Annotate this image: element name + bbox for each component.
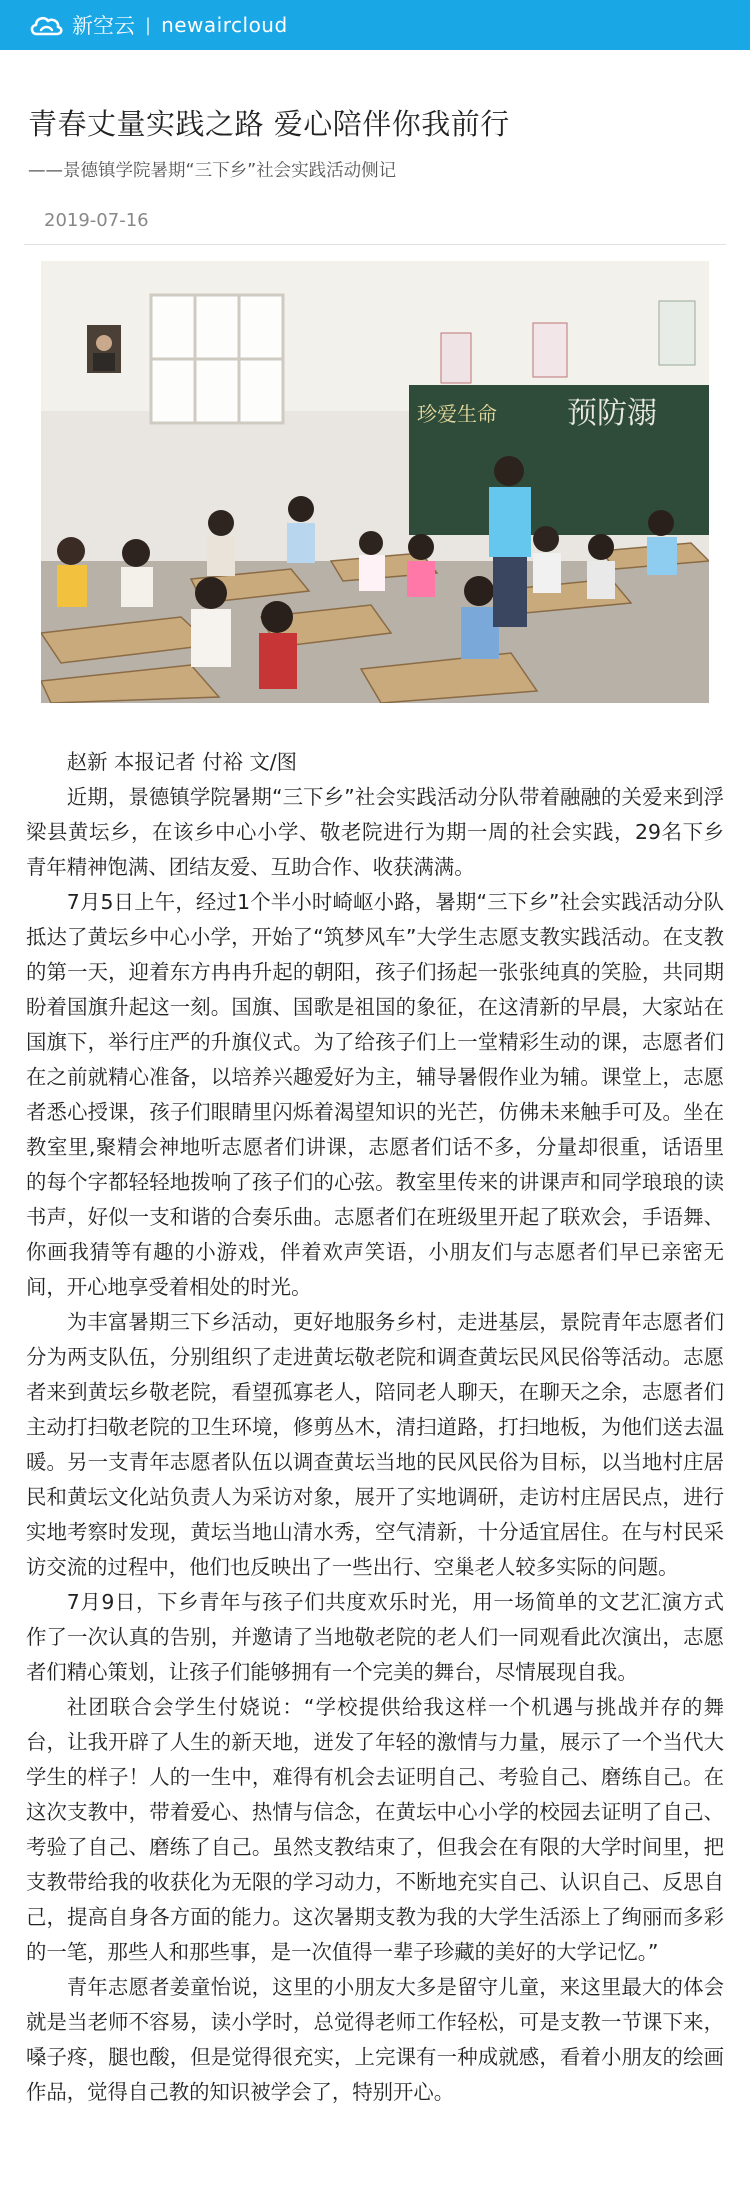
article-subtitle: ——景德镇学院暑期“三下乡”社会实践活动侧记: [28, 161, 397, 181]
cloud-logo-icon: [28, 10, 64, 40]
article-paragraph: 为丰富暑期三下乡活动，更好地服务乡村，走进基层，景院青年志愿者们分为两支队伍，分别组织了走进黄坛敬老院和调查黄坛民风民俗等活动。志愿者来到黄坛乡敬老院，看望孤寡老人，陪同老人聊天，在聊天之余，志愿者们主动打扫敬老院的卫生环境，修剪丛木，清扫道路，打扫地板，为他们送去温暖。另一支青年志愿者队伍以调查黄坛当地的民风民俗为目标，以当地村庄居民和黄坛文化站负责人为采访对象，展开了实地调研，走访村庄居民点，进行实地考察时发现，黄坛当地山清水秀，空气清新，十分适宜居住。在与村民采访交流的过程中，他们也反映出了一些出行、空巢老人较多实际的问题。: [26, 1310, 724, 1579]
classroom-photo: [41, 261, 709, 703]
header-divider: [24, 244, 726, 245]
article-paragraph: 青年志愿者姜童怡说，这里的小朋友大多是留守儿童，来这里最大的体会就是当老师不容易，读小学时，总觉得老师工作轻松，可是支教一节课下来，嗓子疼，腿也酸，但是觉得很充实，上完课有一种成就感，看着小朋友的绘画作品，觉得自己教的知识被学会了，特别开心。: [26, 1975, 724, 2104]
article-body: [0, 745, 750, 2110]
top-bar: [0, 0, 750, 50]
brand-logo[interactable]: [28, 10, 288, 40]
article-paragraph: 7月9日，下乡青年与孩子们共度欢乐时光，用一场简单的文艺汇演方式作了一次认真的告别，并邀请了当地敬老院的老人们一同观看此次演出，志愿者们精心策划，让孩子们能够拥有一个完美的舞台，尽情展现自我。: [26, 1590, 724, 1684]
window: [151, 295, 283, 423]
article-paragraph: 社团联合会学生付娆说：“学校提供给我这样一个机遇与挑战并存的舞台，让我开辟了人生的新天地，迸发了年轻的激情与力量，展示了一个当代大学生的样子！人的一生中，难得有机会去证明自己、考验自己、磨练自己。在这次支教中，带着爱心、热情与信念，在黄坛中心小学的校园去证明了自己、考验了自己、磨练了自己。虽然支教结束了，但我会在有限的大学时间里，把支教带给我的收获化为无限的学习动力，不断地充实自己、认识自己、反思自己，提高自身各方面的能力。这次暑期支教为我的大学生活添上了绚丽而多彩的一笔，那些人和那些事，是一次值得一辈子珍藏的美好的大学记忆。”: [26, 1695, 724, 1964]
article-paragraph: 7月5日上午，经过1个半小时崎岖小路，暑期“三下乡”社会实践活动分队抵达了黄坛乡中心小学，开始了“筑梦风车”大学生志愿支教实践活动。在支教的第一天，迎着东方冉冉升起的朝阳，孩子们扬起一张张纯真的笑脸，共同期盼着国旗升起这一刻。国旗、国歌是祖国的象征，在这清新的早晨，大家站在国旗下，举行庄严的升旗仪式。为了给孩子们上一堂精彩生动的课，志愿者们在之前就精心准备，以培养兴趣爱好为主，辅导暑假作业为辅。课堂上，志愿者悉心授课，孩子们眼睛里闪烁着渴望知识的光芒，仿佛未来触手可及。坐在教室里,聚精会神地听志愿者们讲课，志愿者们话不多，分量却很重，话语里的每个字都轻轻地拨响了孩子们的心弦。教室里传来的讲课声和同学琅琅的读书声，好似一支和谐的合奏乐曲。志愿者们在班级里开起了联欢会，手语舞、你画我猜等有趣的小游戏，伴着欢声笑语，小朋友们与志愿者们早已亲密无间，开心地享受着相处的时光。: [26, 890, 724, 1299]
article-title: 青春丈量实践之路 爱心陪伴你我前行: [28, 107, 510, 141]
brand-name-cn: 新空云: [72, 14, 135, 38]
byline: 赵新 本报记者 付裕 文/图: [66, 750, 298, 774]
board-text-left: 珍爱生命: [417, 402, 497, 426]
brand-separator: |: [145, 14, 152, 36]
brand-name-en: newaircloud: [161, 13, 288, 37]
article-paragraph: 近期，景德镇学院暑期“三下乡”社会实践活动分队带着融融的关爱来到浮梁县黄坛乡，在该乡中心小学、敬老院进行为期一周的社会实践，29名下乡青年精神饱满、团结友爱、互助合作、收获满满。: [26, 785, 724, 879]
publish-date: 2019-07-16: [44, 210, 149, 231]
article-header: [0, 102, 750, 245]
board-text-right: 预防溺: [567, 396, 657, 431]
